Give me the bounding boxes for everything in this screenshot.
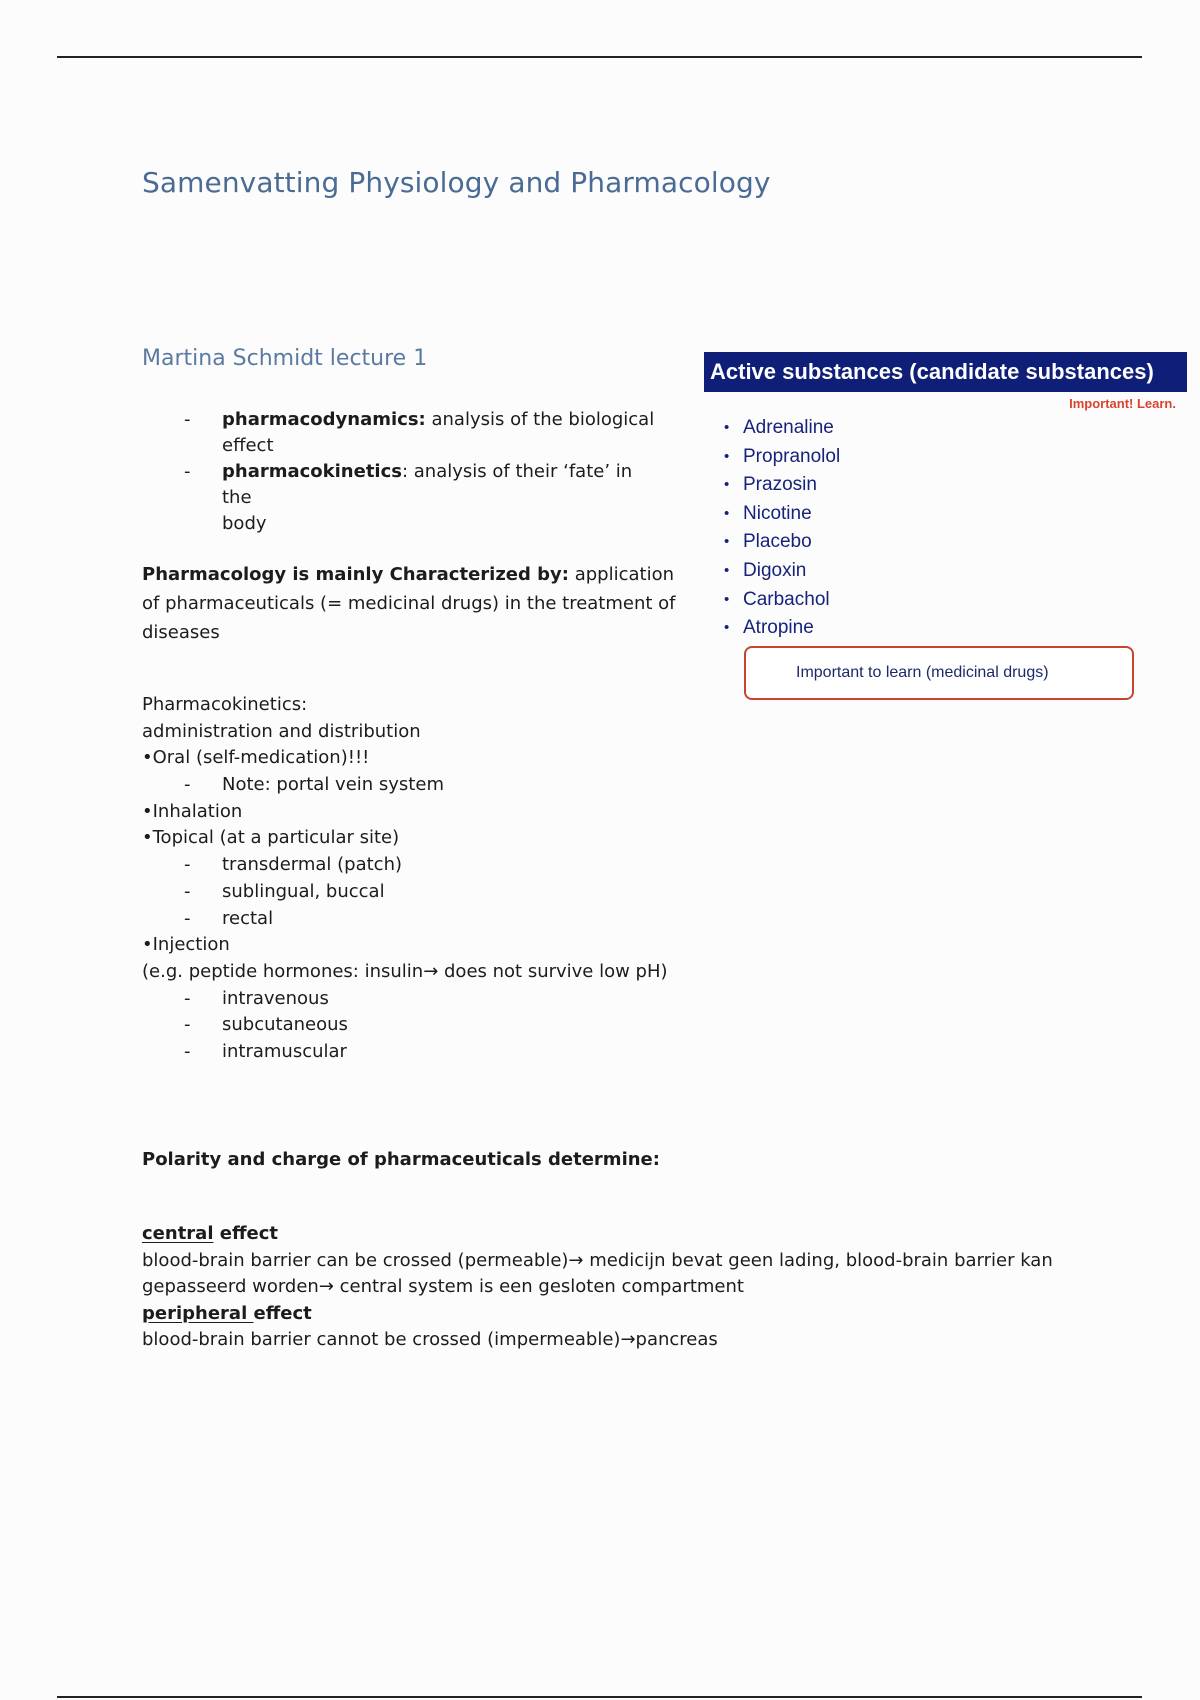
bullet-icon: • bbox=[724, 419, 730, 436]
pk-injection-item-text: intramuscular bbox=[222, 1040, 347, 1062]
pk-topical-item bbox=[142, 906, 862, 933]
characterized-bold: Pharmacology is mainly Characterized by: bbox=[142, 564, 569, 585]
substance-name: Propranolol bbox=[743, 445, 841, 467]
bottom-rule bbox=[57, 1696, 1142, 1698]
characterized-text: application of pharmaceuticals (= medicinal drugs) in the treatment of diseases bbox=[142, 564, 676, 643]
substance-item bbox=[722, 471, 840, 500]
bullet-icon: • bbox=[724, 533, 730, 551]
pk-injection-item-text: subcutaneous bbox=[222, 1014, 348, 1036]
bullet-icon: • bbox=[724, 561, 730, 579]
definition-text-cont: effect bbox=[222, 435, 274, 456]
dash-marker: - bbox=[184, 409, 191, 430]
document-title: Samenvatting Physiology and Pharmacology bbox=[142, 166, 771, 199]
peripheral-line-1: blood-brain barrier cannot be crossed (impermeable)→pancreas bbox=[142, 1329, 718, 1351]
definition-term: pharmacodynamics: bbox=[222, 409, 426, 430]
dash-marker: - bbox=[184, 774, 191, 796]
pk-injection-item bbox=[142, 1012, 862, 1039]
definition-pharmacodynamics bbox=[142, 407, 662, 459]
dash-marker: - bbox=[184, 1040, 191, 1062]
central-underlined: central bbox=[142, 1223, 214, 1244]
dash-marker: - bbox=[184, 987, 191, 1009]
substance-list bbox=[722, 414, 840, 643]
central-rest: effect bbox=[213, 1223, 279, 1244]
definition-pharmacokinetics bbox=[142, 459, 662, 537]
pk-topical-item bbox=[142, 852, 862, 879]
pk-oral: •Oral (self-medication)!!! bbox=[142, 747, 370, 769]
bullet-icon: • bbox=[724, 504, 730, 522]
pk-topical: •Topical (at a particular site) bbox=[142, 827, 400, 849]
dash-marker: - bbox=[184, 461, 191, 482]
section-title: Martina Schmidt lecture 1 bbox=[142, 346, 428, 371]
substance-name: Carbachol bbox=[743, 588, 830, 610]
dash-marker: - bbox=[184, 880, 191, 902]
pk-topical-item-text: sublingual, buccal bbox=[222, 880, 385, 902]
pk-subheading: administration and distribution bbox=[142, 720, 421, 742]
definition-text: : analysis of their ‘fate’ in the bbox=[222, 461, 633, 508]
slide-header: Active substances (candidate substances) bbox=[704, 352, 1187, 392]
substance-item bbox=[722, 414, 840, 443]
characterized-paragraph bbox=[142, 560, 682, 647]
polarity-heading: Polarity and charge of pharmaceuticals determine: bbox=[142, 1149, 660, 1170]
substance-item bbox=[722, 614, 840, 643]
bullet-icon: • bbox=[724, 476, 730, 494]
substance-name: Placebo bbox=[743, 531, 812, 553]
bullet-icon: • bbox=[724, 447, 730, 465]
central-effect-heading bbox=[142, 1221, 1142, 1248]
pk-oral-note-text: Note: portal vein system bbox=[222, 774, 444, 796]
pk-topical-item-text: transdermal (patch) bbox=[222, 854, 403, 876]
bullet-icon: • bbox=[724, 590, 730, 608]
pharmacokinetics-section bbox=[142, 692, 862, 1066]
peripheral-rest: effect bbox=[253, 1302, 312, 1324]
substance-name: Atropine bbox=[743, 617, 814, 639]
pk-injection-item bbox=[142, 1039, 862, 1066]
pk-heading: Pharmacokinetics: bbox=[142, 694, 308, 715]
slide-image bbox=[704, 352, 1190, 704]
pk-injection-item bbox=[142, 986, 862, 1013]
dash-marker: - bbox=[184, 1014, 191, 1036]
central-line-1: blood-brain barrier can be crossed (permeable)→ medicijn bevat geen lading, blood-brain barrier kan bbox=[142, 1249, 1053, 1271]
peripheral-underlined: peripheral bbox=[142, 1302, 254, 1324]
dash-marker: - bbox=[184, 854, 191, 876]
pk-injection-note: (e.g. peptide hormones: insulin→ does not survive low pH) bbox=[142, 960, 668, 982]
substance-name: Digoxin bbox=[743, 559, 807, 581]
substance-name: Nicotine bbox=[743, 502, 812, 524]
substance-item bbox=[722, 557, 840, 586]
pk-injection: •Injection bbox=[142, 934, 230, 956]
substance-item bbox=[722, 500, 840, 529]
pk-topical-item bbox=[142, 879, 862, 906]
definition-text: analysis of the biological bbox=[425, 409, 655, 430]
slide-note: Important! Learn. bbox=[1069, 396, 1176, 411]
pk-injection-item-text: intravenous bbox=[222, 987, 329, 1009]
dash-marker: - bbox=[184, 907, 191, 929]
substance-item bbox=[722, 586, 840, 615]
central-line-2: gepasseerd worden→ central system is een gesloten compartment bbox=[142, 1276, 744, 1298]
definition-text-cont: body bbox=[222, 513, 267, 534]
substance-name: Prazosin bbox=[743, 474, 817, 496]
definition-term: pharmacokinetics bbox=[222, 461, 402, 482]
important-box: Important to learn (medicinal drugs) bbox=[744, 646, 1134, 700]
substance-item bbox=[722, 443, 840, 472]
definition-list bbox=[142, 407, 662, 537]
pk-inhalation: •Inhalation bbox=[142, 800, 243, 822]
effects-section bbox=[142, 1221, 1142, 1354]
bullet-icon: • bbox=[724, 619, 730, 637]
top-rule bbox=[57, 56, 1142, 58]
substance-name: Adrenaline bbox=[743, 417, 834, 438]
substance-item bbox=[722, 528, 840, 557]
pk-oral-note bbox=[142, 772, 862, 799]
pk-topical-item-text: rectal bbox=[222, 907, 274, 929]
peripheral-effect-heading bbox=[142, 1301, 1142, 1328]
